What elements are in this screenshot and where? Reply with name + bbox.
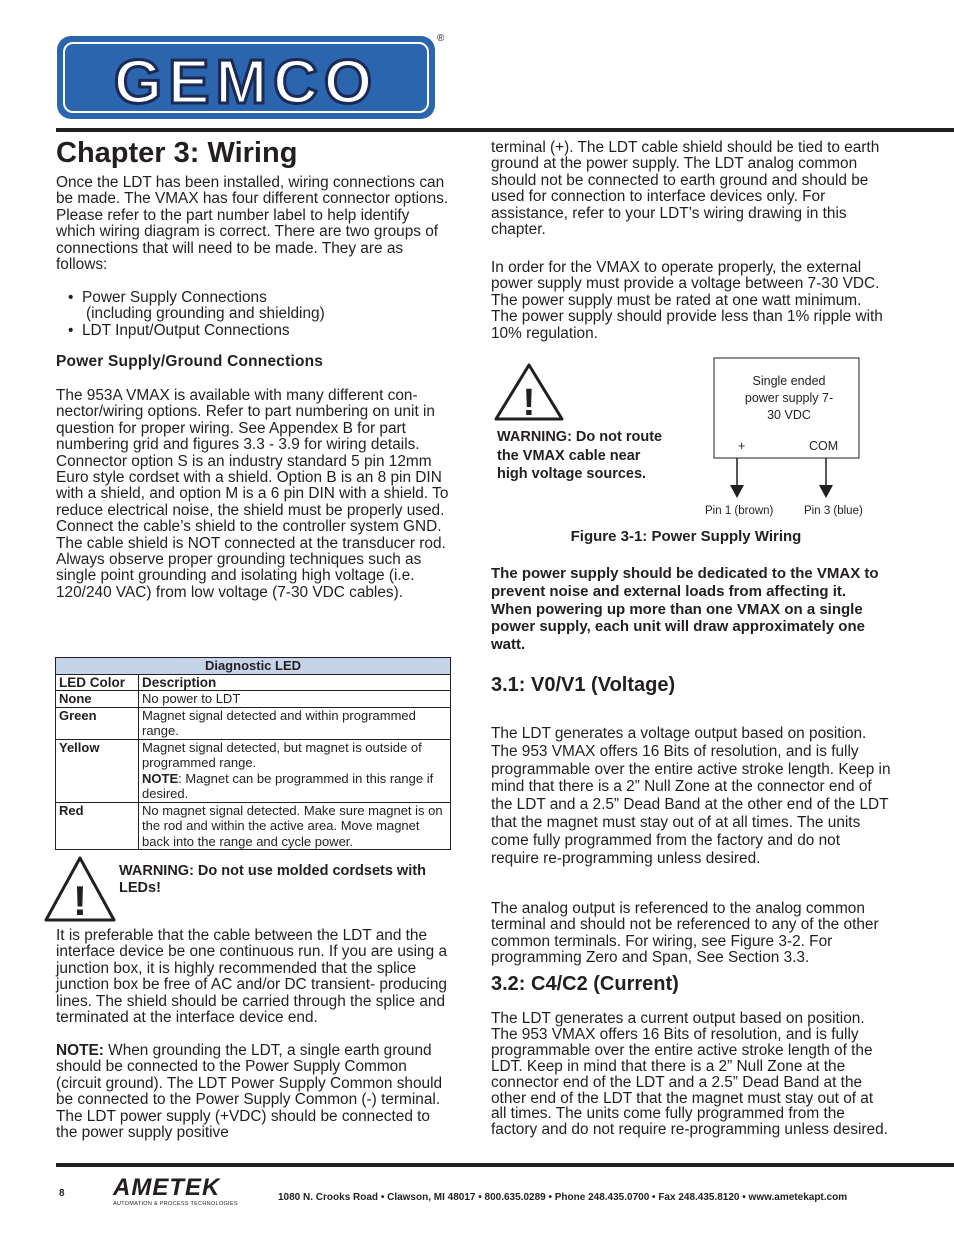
cable-paragraph: It is preferable that the cable between the LDT and the interface device be one continuous run. If you are using a junction box, it is highly recommended that the splice junction box be free of AC and/or DC transient- producing lines. The shield should be carried through the splice and terminated at the interface device end. bbox=[56, 927, 448, 1027]
ametek-logo bbox=[113, 1176, 263, 1210]
registered-mark: ® bbox=[437, 33, 445, 44]
led-description-text: Magnet signal detected, but magnet is outside of programmed range. bbox=[142, 739, 422, 770]
warning-route-text: WARNING: Do not route the VMAX cable near high voltage sources. bbox=[497, 429, 663, 483]
led-color-cell: Yellow bbox=[56, 739, 139, 802]
led-color-cell: Red bbox=[56, 802, 139, 850]
pin3-label: Pin 3 (blue) bbox=[804, 505, 863, 517]
page-number: 8 bbox=[59, 1188, 65, 1199]
dedicated-supply-paragraph: The power supply should be dedicated to the VMAX to prevent noise and external loads from affecting it. When powering up more than one VMAX on a single power supply, each unit will draw approximately one watt. bbox=[491, 565, 879, 654]
note-paragraph bbox=[56, 1043, 451, 1141]
power-supply-heading: Power Supply/Ground Connections bbox=[56, 353, 324, 370]
table-row bbox=[56, 691, 451, 708]
logo-text: GEMCO bbox=[113, 48, 379, 117]
led-color-cell: Green bbox=[56, 707, 139, 739]
chapter-title: Chapter 3: Wiring bbox=[56, 137, 298, 169]
figure-caption: Figure 3-1: Power Supply Wiring bbox=[570, 528, 802, 545]
ametek-tagline: AUTOMATION & PROCESS TECHNOLOGIES bbox=[113, 1201, 238, 1207]
note-label: NOTE: bbox=[56, 1042, 104, 1059]
power-requirements-paragraph: In order for the VMAX to operate properly, the external power supply must provide a voltage between 7-30 VDC. The power supply must be rated at one watt minimum. The power supply should provide less than 1% ripple with 10% regulation. bbox=[491, 259, 883, 342]
led-description-cell: No magnet signal detected. Make sure magnet is on the rod and within the active area. Move magnet back into the range and cycle power. bbox=[139, 802, 451, 850]
continued-paragraph: terminal (+). The LDT cable shield should be tied to earth ground at the power supply. The LDT analog common should not be connected to earth ground and should be used for connection to interface devices only. For assistance, refer to your LDT’s wiring drawing in this chapter. bbox=[491, 139, 880, 239]
led-description-cell: No power to LDT bbox=[139, 691, 451, 708]
led-description-cell bbox=[139, 739, 451, 802]
warning-led-text: WARNING: Do not use molded cordsets with LEDs! bbox=[119, 863, 426, 896]
footer-address: 1080 N. Crooks Road • Clawson, MI 48017 • 800.635.0289 • Phone 248.435.0700 • Fax 248.435.8120 • www.ametekapt.com bbox=[278, 1192, 848, 1203]
intro-paragraph: Once the LDT has been installed, wiring connections can be made. The VMAX has four different connector options. Please refer to the part number label to help identify which wiring diagram is correct. There are two groups of connections that will need to be made. They are as follows: bbox=[56, 174, 449, 274]
power-supply-paragraph: The 953A VMAX is available with many different con- nector/wiring options. Refer to part numbering on unit in question for proper wiring. See Appendex B for part numbering grid and figures 3.3 - 3.9 for wiring details. Connector option S is an industry standard 5 pin 12mm Euro style cordset with a shield. Option B is an 8 pin DIN with a shield, and option M is a 6 pin DIN with a shield. To reduce electrical noise, the shield must be properly used. Connect the cable’s shield to the controller system GND. The cable shield is NOT connected at the transducer rod. Always observe proper grounding techniques such as single point grounding and isolating high voltage (i.e. 120/240 VAC) from low voltage (7-30 VDC cables). bbox=[56, 387, 449, 601]
table-row bbox=[56, 802, 451, 850]
top-rule bbox=[56, 128, 954, 132]
svg-text:!: ! bbox=[73, 877, 87, 923]
table-caption: Diagnostic LED bbox=[56, 658, 451, 675]
led-description-cell: Magnet signal detected and within programmed range. bbox=[139, 707, 451, 739]
connection-list bbox=[56, 290, 451, 339]
list-item-label: Power Supply Connections bbox=[82, 289, 267, 306]
column-header-description: Description bbox=[139, 674, 451, 691]
ametek-brand: AMETEK bbox=[113, 1174, 221, 1201]
list-item-label: LDT Input/Output Connections bbox=[82, 321, 290, 339]
pin1-label: Pin 1 (brown) bbox=[705, 505, 774, 517]
led-note-label: NOTE bbox=[142, 770, 179, 786]
table-row bbox=[56, 739, 451, 802]
led-note-text: : Magnet can be programmed in this range if desired. bbox=[142, 770, 434, 801]
section-3-1-paragraph-1: The LDT generates a voltage output based on position. The 953 VMAX offers 16 Bits of resolution, and is fully programmable over the entire active stroke length. Keep in mind that there is a 2” Null Zone at the connector end of the LDT and a 2.5” Dead Band at the other end of the LDT that the magnet must stay out of at all times. The units come fully programmed from the factory and do not require re-programming unless desired. bbox=[491, 725, 891, 867]
diagnostic-led-table bbox=[55, 657, 451, 850]
column-header-color: LED Color bbox=[56, 674, 139, 691]
section-3-1-paragraph-2: The analog output is referenced to the analog common terminal and should not be referenced to any of the other common terminals. For wiring, see Figure 3-2. For programming Zero and Span, See Section 3.3. bbox=[491, 900, 879, 967]
section-3-2-paragraph-1: The LDT generates a current output based on position. The 953 VMAX offers 16 Bits of resolution, and is fully programmable over the entire active stroke length of the LDT. Keep in mind that there is a 2” Null Zone at the connector end of the LDT and a 2.5” Dead Band at the other end of the LDT that the magnet must stay out of at all times. The units come fully programmed from the factory and do not require re-programming unless desired. bbox=[491, 1010, 888, 1139]
list-item bbox=[56, 323, 451, 339]
gemco-logo bbox=[55, 33, 439, 121]
svg-text:!: ! bbox=[522, 382, 536, 422]
warning-triangle-icon bbox=[44, 855, 116, 923]
plus-terminal-label: + bbox=[738, 439, 746, 453]
list-item-sub: (including grounding and shielding) bbox=[86, 305, 325, 323]
section-3-1-title: 3.1: V0/V1 (Voltage) bbox=[491, 674, 676, 696]
led-color-cell: None bbox=[56, 691, 139, 708]
com-terminal-label: COM bbox=[809, 439, 839, 453]
table-row bbox=[56, 707, 451, 739]
section-3-2-title: 3.2: C4/C2 (Current) bbox=[491, 973, 679, 995]
warning-triangle-icon bbox=[493, 362, 565, 422]
diagnostic-led-table-wrap bbox=[55, 657, 451, 850]
power-supply-diagram bbox=[700, 357, 876, 522]
list-item bbox=[56, 290, 451, 323]
note-text: When grounding the LDT, a single earth ground should be connected to the Power Supply Common (circuit ground). The LDT Power Supply Common should be connected to the Power Supply Common (-) terminal. The LDT power supply (+VDC) should be connected to the power supply positive bbox=[56, 1042, 443, 1142]
bottom-rule bbox=[56, 1163, 954, 1167]
power-supply-box-label: Single ended power supply 7-30 VDC bbox=[744, 374, 834, 422]
